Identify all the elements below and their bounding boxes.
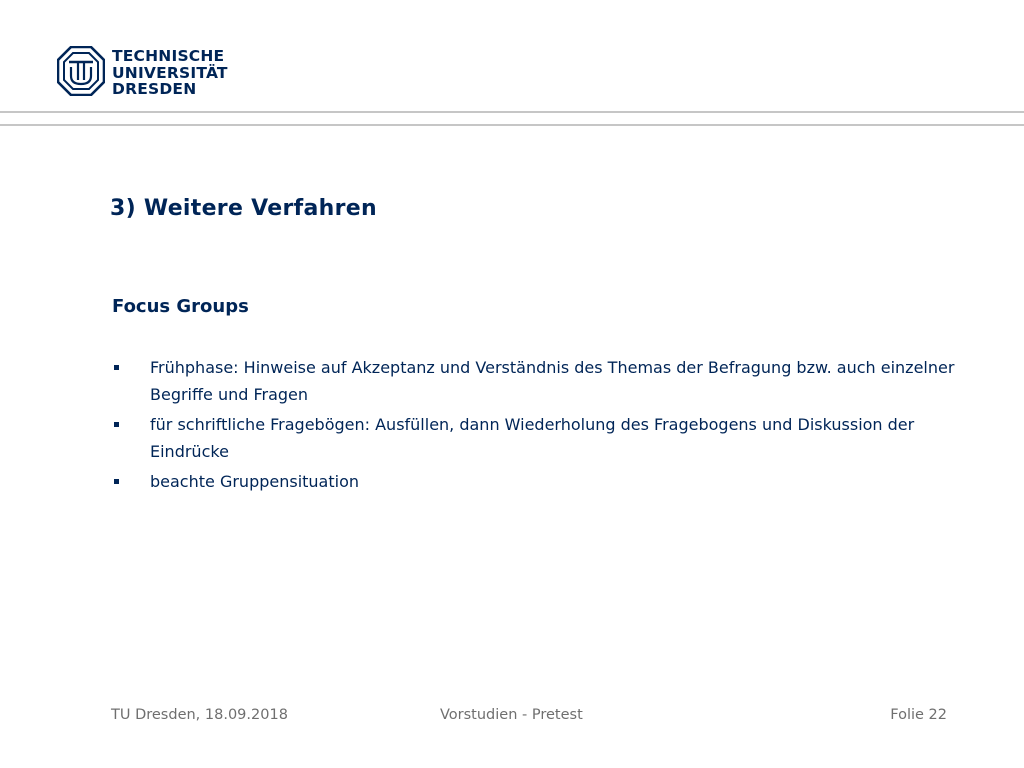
logo-line-3: DRESDEN bbox=[112, 80, 197, 98]
bullet-list bbox=[112, 354, 962, 498]
bullet-text: für schriftliche Fragebögen: Ausfüllen, dann Wiederholung des Fragebogens und Diskussion der Eindrücke bbox=[150, 415, 915, 461]
bullet-text: Frühphase: Hinweise auf Akzeptanz und Verständnis des Themas der Befragung bzw. auch einzelner Begriffe und Fragen bbox=[150, 358, 955, 404]
bullet-text: beachte Gruppensituation bbox=[150, 472, 360, 491]
footer-date: TU Dresden, 18.09.2018 bbox=[111, 707, 288, 723]
bullet-item bbox=[112, 354, 962, 408]
section-heading: Focus Groups bbox=[112, 296, 249, 317]
logo-line-1: TECHNISCHE bbox=[112, 47, 225, 65]
header-divider-top bbox=[0, 111, 1024, 113]
header-divider-bottom bbox=[0, 124, 1024, 126]
bullet-square-icon bbox=[114, 365, 119, 370]
footer-slide-number: Folie 22 bbox=[890, 707, 947, 723]
tu-dresden-logo-icon bbox=[57, 46, 105, 96]
footer-topic: Vorstudien - Pretest bbox=[440, 707, 583, 723]
slide-title: 3) Weitere Verfahren bbox=[110, 196, 377, 221]
bullet-square-icon bbox=[114, 479, 119, 484]
bullet-item bbox=[112, 468, 962, 495]
tu-dresden-logo bbox=[57, 46, 227, 100]
bullet-item bbox=[112, 411, 962, 465]
logo-line-2: UNIVERSITÄT bbox=[112, 63, 228, 82]
bullet-square-icon bbox=[114, 422, 119, 427]
logo-wordmark bbox=[112, 48, 228, 98]
